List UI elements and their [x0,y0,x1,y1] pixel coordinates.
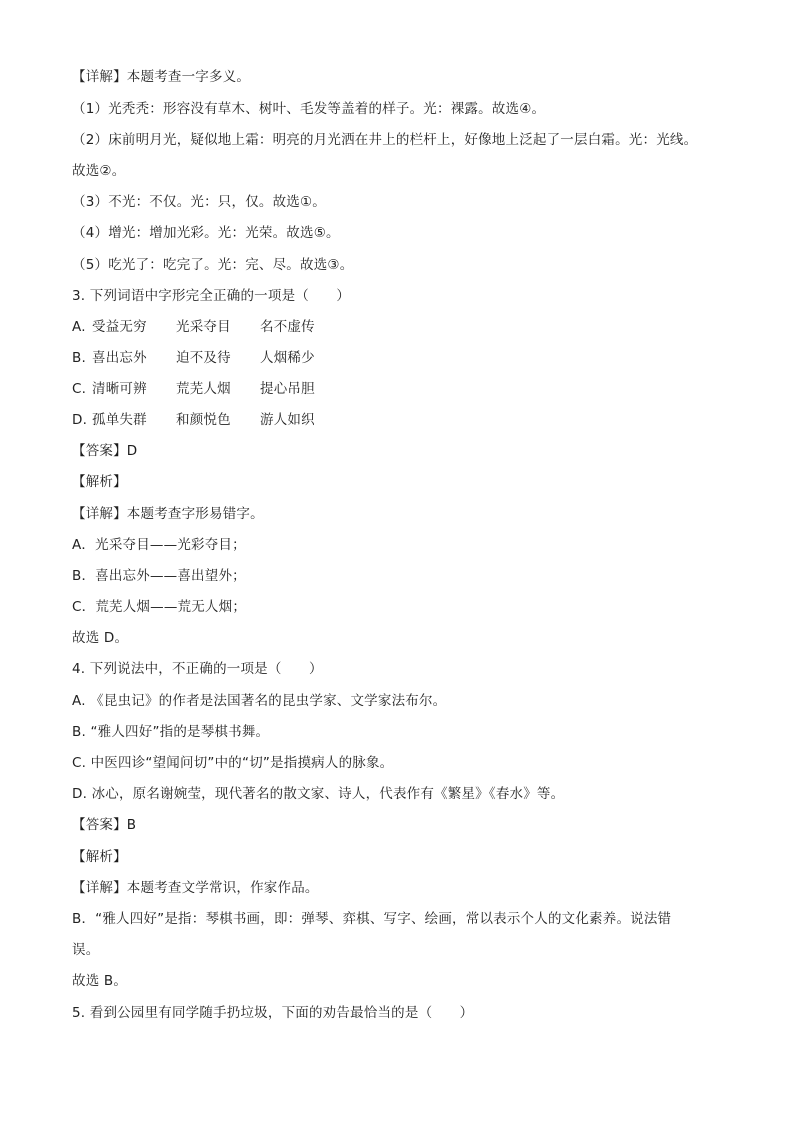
option-label: C. [72,381,87,397]
q4-detail-b: B．“雅人四好”是指：琴棋书画，即：弹琴、弈棋、写字、绘画，常以表示个人的文化素养。说法错 [72,911,672,927]
q3-stem: 3. 下列词语中字形完全正确的一项是（ ） [72,288,351,304]
q4-conclusion: 故选 B。 [72,973,128,989]
option-word-2: 迫不及待 [176,350,231,366]
q2-item-4: （4）增光：增加光彩。光：光荣。故选⑤。 [72,225,340,241]
option-word-3: 游人如织 [260,412,315,428]
q2-item-1: （1）光秃秃：形容没有草木、树叶、毛发等盖着的样子。光：裸露。故选④。 [72,101,546,117]
option-label: B. [72,350,86,366]
q4-option-b: B. “雅人四好”指的是琴棋书舞。 [72,724,270,740]
q3-detail-heading: 【详解】本题考查字形易错字。 [72,506,264,522]
q4-option-d: D. 冰心，原名谢婉莹，现代著名的散文家、诗人，代表作有《繁星》《春水》等。 [72,786,565,802]
option-word-3: 提心吊胆 [260,381,315,397]
q2-detail-heading: 【详解】本题考查一字多义。 [72,69,251,85]
q2-item-2-cont: 故选②。 [72,163,126,179]
q3-analysis-tag: 【解析】 [72,474,127,490]
q4-answer: 【答案】B [72,817,137,833]
q3-answer: 【答案】D [72,443,138,459]
q3-option-b [72,349,315,367]
option-word-3: 人烟稀少 [260,350,315,366]
option-word-1: 清晰可辨 [92,381,147,397]
option-label: A. [72,319,86,335]
q3-detail-b: B．喜出忘外——喜出望外； [72,568,246,584]
q2-item-2: （2）床前明月光，疑似地上霜：明亮的月光洒在井上的栏杆上，好像地上泛起了一层白霜。光：光线。 [72,132,698,148]
option-word-2: 光采夺目 [176,319,231,335]
q4-detail-b-cont: 误。 [72,942,100,958]
q3-conclusion: 故选 D。 [72,630,129,646]
option-word-2: 荒芜人烟 [176,381,231,397]
option-word-3: 名不虚传 [260,319,315,335]
option-word-1: 受益无穷 [92,319,147,335]
option-label: D. [72,412,88,428]
q5-stem: 5. 看到公园里有同学随手扔垃圾，下面的劝告最恰当的是（ ） [72,1005,474,1021]
q4-option-a: A. 《昆虫记》的作者是法国著名的昆虫学家、文学家法布尔。 [72,693,447,709]
q3-option-d [72,411,315,429]
q4-analysis-tag: 【解析】 [72,849,127,865]
option-word-1: 喜出忘外 [92,350,147,366]
q3-option-c [72,380,315,398]
option-word-1: 孤单失群 [92,412,147,428]
q4-detail-heading: 【详解】本题考查文学常识，作家作品。 [72,880,319,896]
q4-stem: 4. 下列说法中，不正确的一项是（ ） [72,661,323,677]
q3-detail-a: A．光采夺目——光彩夺目； [72,537,246,553]
q2-item-5: （5）吃光了：吃完了。光：完、尽。故选③。 [72,257,354,273]
q3-option-a [72,318,315,336]
q3-detail-c: C．荒芜人烟——荒无人烟； [72,599,247,615]
q4-option-c: C. 中医四诊“望闻问切”中的“切”是指摸病人的脉象。 [72,755,394,771]
option-word-2: 和颜悦色 [176,412,231,428]
q2-item-3: （3）不光：不仅。光：只，仅。故选①。 [72,194,326,210]
